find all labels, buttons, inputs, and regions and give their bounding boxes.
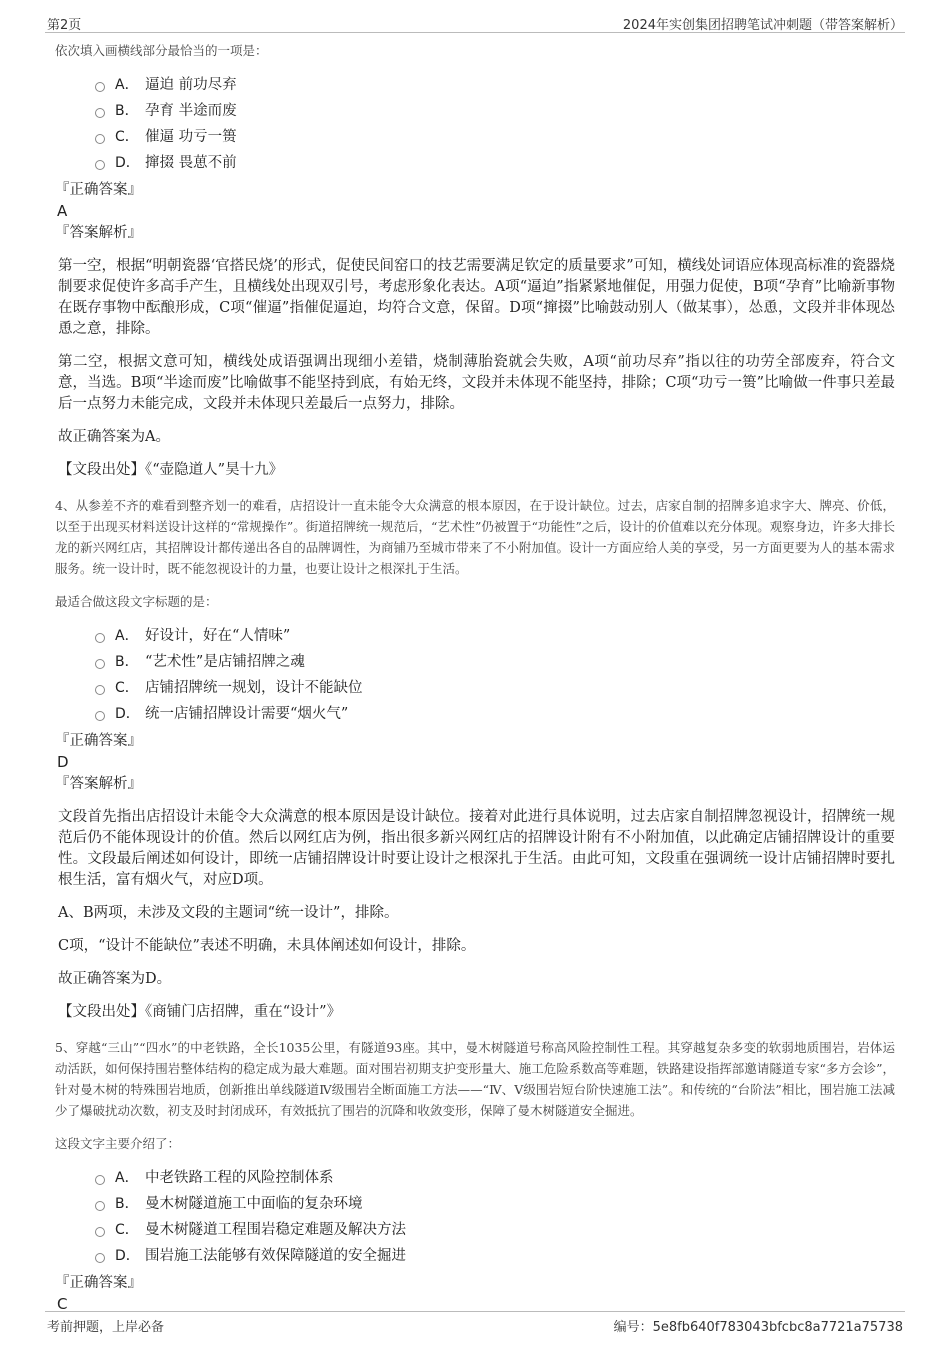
q4-answer: D [57,753,69,771]
option-letter: B． [115,1196,139,1212]
radio-icon[interactable] [95,633,105,643]
q3-option-c[interactable] [95,124,895,150]
q4-option-c[interactable] [95,675,895,701]
page-number: 第2页 [47,18,82,33]
radio-icon[interactable] [95,659,105,669]
q3-option-d[interactable] [95,150,895,176]
correct-answer-label: 『正确答案』 [55,733,142,749]
correct-answer-label: 『正确答案』 [55,1275,142,1291]
q3-options [95,72,895,176]
radio-icon[interactable] [95,711,105,721]
document-title: 2024年实创集团招聘笔试冲刺题（带答案解析） [622,18,903,33]
option-text: 逼迫 前功尽弃 [145,77,237,93]
footer-slogan: 考前押题，上岸必备 [47,1320,165,1335]
q3-analysis-2: 第二空，根据文意可知，横线处成语强调出现细小差错，烧制薄胎瓷就会失败，A项“前功尽弃”指以往的功劳全部废弃，符合文意，当选。B项“半途而废”比喻做事不能坚持到底，有始无终，文段并未体现不能坚持，排除；C项“功亏一篑”比喻做一件事只差最后一点努力未能完成，文段并未体现只差最后一点努力，排除。 [58,354,895,412]
page-content [55,40,895,1316]
radio-icon[interactable] [95,1201,105,1211]
q5-options [95,1165,895,1269]
q4-option-a[interactable] [95,623,895,649]
q4-options [95,623,895,727]
q5-option-a[interactable] [95,1165,895,1191]
q4-option-b[interactable] [95,649,895,675]
option-letter: D． [115,1248,140,1264]
option-text: 店铺招牌统一规划，设计不能缺位 [145,680,363,696]
q5-stem: 这段文字主要介绍了： [55,1136,181,1151]
option-text: 统一店铺招牌设计需要“烟火气” [145,706,349,722]
option-text: “艺术性”是店铺招牌之魂 [145,654,305,670]
option-letter: B． [115,103,139,119]
option-text: 曼木树隧道工程围岩稳定难题及解决方法 [145,1222,406,1238]
option-letter: A． [115,628,139,644]
q4-source: 【文段出处】《商铺门店招牌，重在“设计”》 [58,1004,342,1020]
q5-option-d[interactable] [95,1243,895,1269]
option-letter: C． [115,1222,139,1238]
q4-analysis-4: 故正确答案为D。 [58,971,172,987]
radio-icon[interactable] [95,1253,105,1263]
option-letter: D． [115,706,140,722]
q5-answer: C [57,1295,68,1313]
option-letter: A． [115,1170,139,1186]
q4-stem: 最适合做这段文字标题的是： [55,594,218,609]
q4-passage: 4、从参差不齐的难看到整齐划一的难看，店招设计一直未能令大众满意的根本原因，在于设计缺位。过去，店家自制的招牌多追求字大、牌亮、价低，以至于出现买材料送设计这样的“常规操作”。街道招牌统一规范后，“艺术性”仍被置于“功能性”之后，设计的价值难以充分体现。观察身边，许多大排长龙的新兴网红店，其招牌设计都传递出各自的品牌调性，为商铺乃至城市带来了不小附加值。设计一方面应给人美的享受，另一方面更要为人的基本需求服务。统一设计时，既不能忽视设计的力量，也要让设计之根深扎于生活。 [55,498,895,576]
page-header [45,12,905,33]
option-text: 中老铁路工程的风险控制体系 [145,1170,334,1186]
radio-icon[interactable] [95,160,105,170]
option-letter: C． [115,680,139,696]
option-text: 撺掇 畏葸不前 [145,155,237,171]
radio-icon[interactable] [95,134,105,144]
analysis-label: 『答案解析』 [55,776,142,792]
analysis-label: 『答案解析』 [55,225,142,241]
q3-source: 【文段出处】《“壶隐道人”昊十九》 [58,462,284,478]
radio-icon[interactable] [95,82,105,92]
q3-option-a[interactable] [95,72,895,98]
option-text: 曼木树隧道施工中面临的复杂环境 [145,1196,363,1212]
q3-option-b[interactable] [95,98,895,124]
radio-icon[interactable] [95,1227,105,1237]
q5-option-b[interactable] [95,1191,895,1217]
radio-icon[interactable] [95,108,105,118]
radio-icon[interactable] [95,685,105,695]
document-code: 编号：5e8fb640f783043bfcbc8a7721a75738 [613,1320,903,1335]
q3-answer: A [57,202,68,220]
q4-analysis-2: A、B两项，未涉及文段的主题词“统一设计”，排除。 [58,905,399,921]
page-footer [45,1311,905,1336]
option-text: 催逼 功亏一篑 [145,129,237,145]
q4-analysis-3: C项，“设计不能缺位”表述不明确，未具体阐述如何设计，排除。 [58,938,476,954]
option-text: 孕育 半途而废 [145,103,237,119]
q4-analysis-1: 文段首先指出店招设计未能令大众满意的根本原因是设计缺位。接着对此进行具体说明，过去店家自制招牌忽视设计，招牌统一规范后仍不能体现设计的价值。然后以网红店为例，指出很多新兴网红店的招牌设计附有不小附加值，以此确定店铺招牌设计的重要性。文段最后阐述如何设计，即统一店铺招牌设计时要让设计之根深扎于生活。由此可知，文段重在强调统一设计店铺招牌时要扎根生活，富有烟火气，对应D项。 [58,809,895,888]
option-letter: D． [115,155,140,171]
q3-analysis-3: 故正确答案为A。 [58,429,170,445]
radio-icon[interactable] [95,1175,105,1185]
q5-passage: 5、穿越“三山”“四水”的中老铁路，全长1035公里，有隧道93座。其中，曼木树隧道号称高风险控制性工程。其穿越复杂多变的软弱地质围岩，岩体运动活跃，如何保持围岩整体结构的稳定成为最大难题。面对围岩初期支护变形量大、施工危险系数高等难题，铁路建设指挥部邀请隧道专家“多方会诊”，针对曼木树的特殊围岩地质，创新推出单线隧道Ⅳ级围岩全断面施工方法——“Ⅳ、Ⅴ级围岩短台阶快速施工法”。和传统的“台阶法”相比，围岩施工法减少了爆破扰动次数，初支及时封闭成环，有效抵抗了围岩的沉降和收敛变形，保障了曼木树隧道安全掘进。 [55,1040,895,1118]
correct-answer-label: 『正确答案』 [55,182,142,198]
q3-stem: 依次填入画横线部分最恰当的一项是： [55,43,268,58]
option-letter: B． [115,654,139,670]
q3-analysis-1: 第一空，根据“明朝瓷器‘官搭民烧’的形式，促使民间窑口的技艺需要满足钦定的质量要求”可知，横线处词语应体现高标准的瓷器烧制要求促使许多高手产生，且横线处出现双引号，考虑形象化表达。A项“逼迫”指紧紧地催促，用强力促使，B项“孕育”比喻新事物在既存事物中酝酿形成，C项“催逼”指催促逼迫，均符合文意，保留。D项“撺掇”比喻鼓动别人（做某事），怂恿，文段并非体现怂恿之意，排除。 [58,258,895,337]
q5-option-c[interactable] [95,1217,895,1243]
option-text: 围岩施工法能够有效保障隧道的安全掘进 [145,1248,406,1264]
option-letter: A． [115,77,139,93]
option-letter: C． [115,129,139,145]
option-text: 好设计，好在“人情味” [145,628,291,644]
q4-option-d[interactable] [95,701,895,727]
